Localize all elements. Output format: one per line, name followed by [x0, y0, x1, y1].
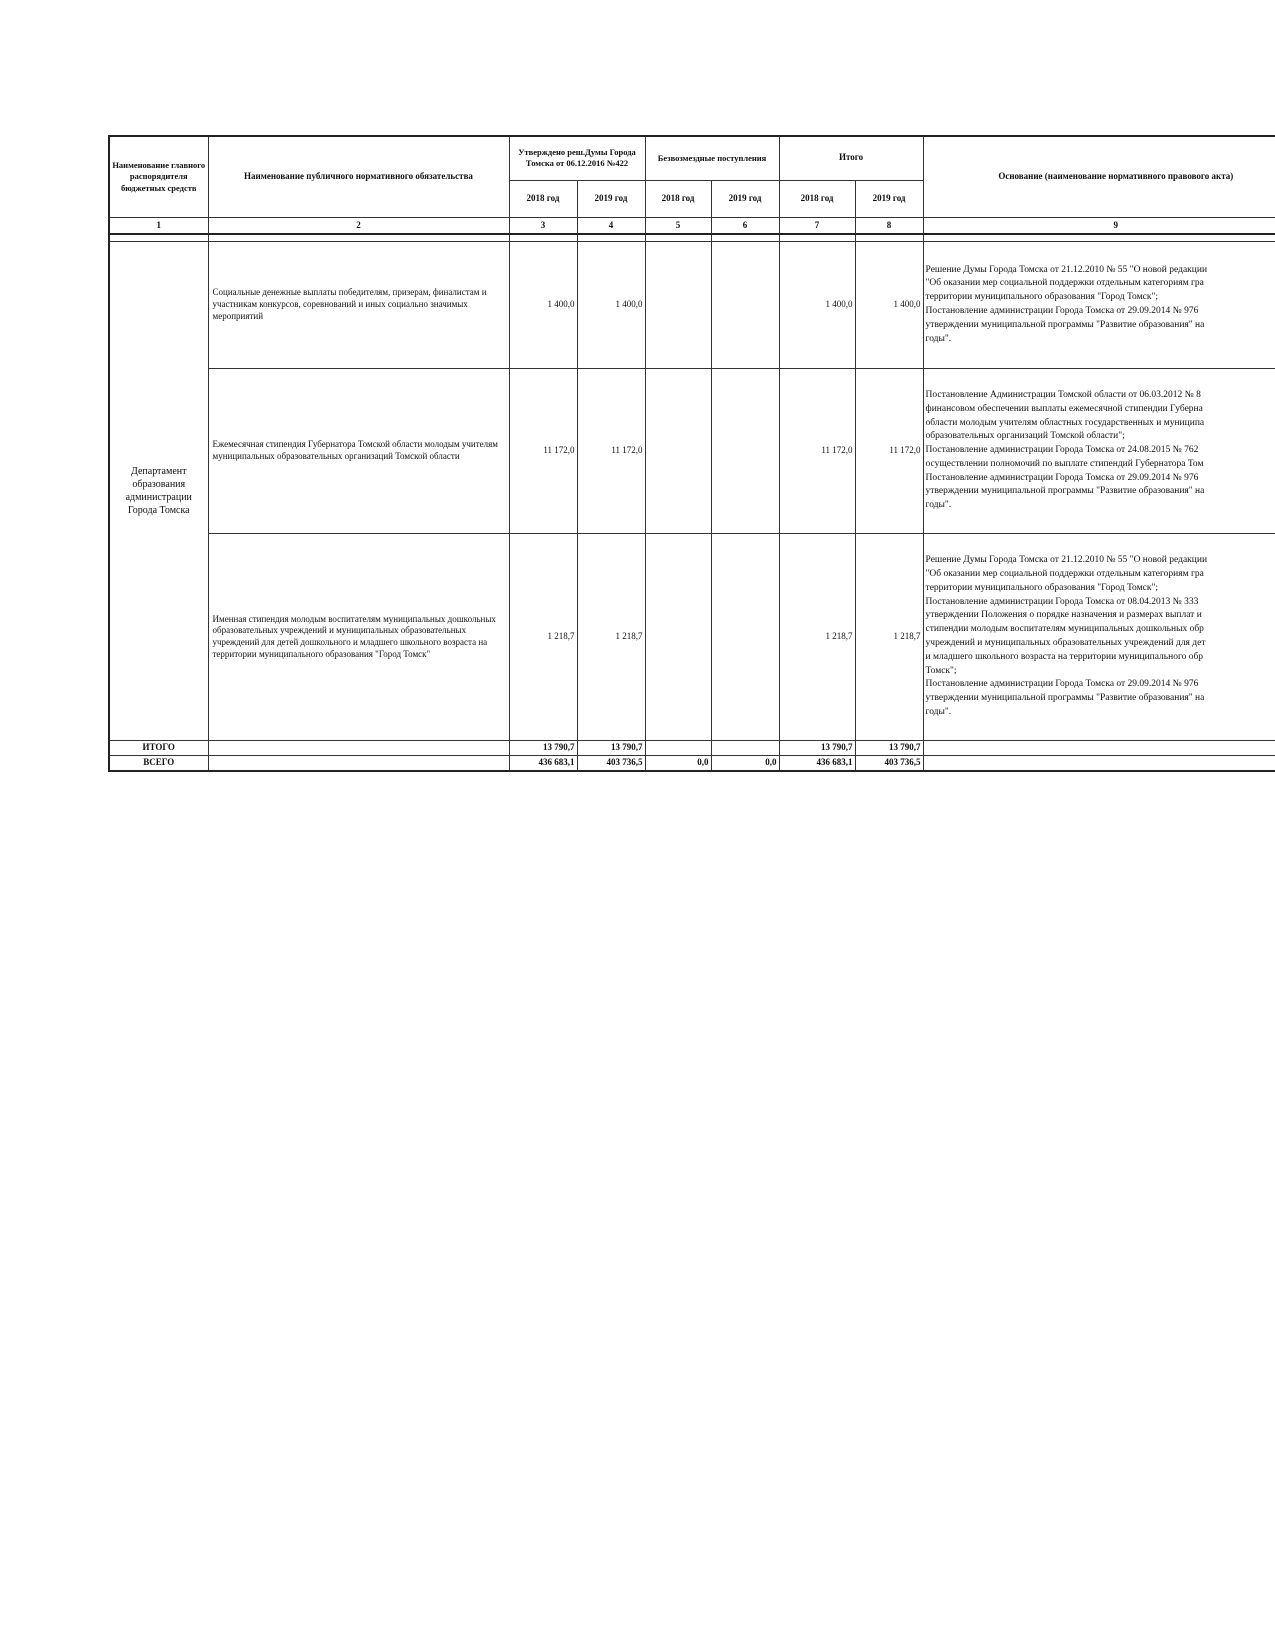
vsego-basis: [923, 756, 1275, 772]
col-number-9: 9: [923, 218, 1275, 235]
basis-line: годы".: [925, 500, 952, 511]
col-number-4: 4: [577, 218, 645, 235]
obligation-name: Ежемесячная стипендия Губернатора Томской области молодым учителям муниципальных образовательных организаций Томской области: [208, 369, 509, 534]
vsego-gratuitous-2018: 0,0: [645, 756, 711, 772]
basis-line: годы".: [925, 333, 952, 344]
header-approved: Утверждено реш.Думы Города Томска от 06.12.2016 №422: [509, 136, 645, 180]
approved-2018: 1 400,0: [509, 242, 577, 369]
itogo-empty: [208, 741, 509, 756]
basis-line: Постановление администрации Города Томска от 24.08.2015 № 762: [925, 445, 1199, 456]
col-number-5: 5: [645, 218, 711, 235]
approved-2019: 11 172,0: [577, 369, 645, 534]
vsego-total-2019: 403 736,5: [855, 756, 923, 772]
basis-cell: [923, 534, 1275, 741]
header-total-2018: 2018 год: [779, 180, 855, 217]
basis-line: территории муниципального образования "Город Томск";: [925, 292, 1158, 303]
header-gratuitous: Безвозмездные поступления: [645, 136, 779, 180]
total-2018: 1 400,0: [779, 242, 855, 369]
itogo-basis: [923, 741, 1275, 756]
basis-line: области молодым учителям областных государственных и муниципа: [925, 417, 1205, 428]
approved-2018: 11 172,0: [509, 369, 577, 534]
vsego-approved-2018: 436 683,1: [509, 756, 577, 772]
basis-line: утверждении Положения о порядке назначения и размерах выплат и: [925, 610, 1202, 621]
col-number-2: 2: [208, 218, 509, 235]
vsego-empty: [208, 756, 509, 772]
vsego-row: [109, 756, 1275, 772]
approved-2019: 1 218,7: [577, 534, 645, 741]
obligation-name: Именная стипендия молодым воспитателям муниципальных дошкольных образовательных учреждений и муниципальных образовательных учреждений для детей дошкольного и младшего школьного возраста на территории муниципального образования "Город Томск": [208, 534, 509, 741]
approved-2019: 1 400,0: [577, 242, 645, 369]
vsego-label: ВСЕГО: [109, 756, 208, 772]
basis-line: Постановление администрации Города Томска от 29.09.2014 № 976: [925, 679, 1199, 690]
col-number-3: 3: [509, 218, 577, 235]
header-approved-2019: 2019 год: [577, 180, 645, 217]
header-total: Итого: [779, 136, 923, 180]
itogo-gratuitous-2018: [645, 741, 711, 756]
total-2019: 11 172,0: [855, 369, 923, 534]
gratuitous-2018: [645, 242, 711, 369]
basis-line: Постановление администрации Города Томска от 08.04.2013 № 333: [925, 596, 1199, 607]
basis-line: Постановление администрации Города Томска от 29.09.2014 № 976: [925, 472, 1199, 483]
basis-line: утверждении муниципальной программы "Развитие образования" на: [925, 693, 1205, 704]
col-number-1: 1: [109, 218, 208, 235]
header-approved-2018: 2018 год: [509, 180, 577, 217]
basis-line: Томск";: [925, 665, 957, 676]
itogo-row: [109, 741, 1275, 756]
basis-cell: [923, 369, 1275, 534]
itogo-total-2018: 13 790,7: [779, 741, 855, 756]
gratuitous-2018: [645, 534, 711, 741]
basis-line: Решение Думы Города Томска от 21.12.2010 № 55 "О новой редакции: [925, 555, 1208, 566]
col-number-8: 8: [855, 218, 923, 235]
header-total-2019: 2019 год: [855, 180, 923, 217]
basis-line: Постановление администрации Города Томска от 29.09.2014 № 976: [925, 306, 1199, 316]
basis-line: "Об оказании мер социальной поддержки отдельным категориям гра: [925, 278, 1204, 289]
table-row: [109, 242, 1275, 369]
header-obligation: Наименование публичного нормативного обязательства: [208, 136, 509, 218]
col-number-6: 6: [711, 218, 779, 235]
table-row: [109, 369, 1275, 534]
itogo-gratuitous-2019: [711, 741, 779, 756]
header-distributor: Наименование главного распорядителя бюджетных средств: [109, 136, 208, 218]
basis-line: финансовом обеспечении выплаты ежемесячной стипендии Губерна: [925, 403, 1203, 414]
approved-2018: 1 218,7: [509, 534, 577, 741]
total-2019: 1 400,0: [855, 242, 923, 369]
basis-line: "Об оказании мер социальной поддержки отдельным категориям гра: [925, 569, 1204, 580]
vsego-total-2018: 436 683,1: [779, 756, 855, 772]
basis-cell: [923, 242, 1275, 369]
table-wrapper: [108, 135, 1275, 772]
total-2018: 11 172,0: [779, 369, 855, 534]
basis-line: и младшего школьного возраста на территории муниципального обр: [925, 651, 1204, 662]
basis-line: годы".: [925, 706, 952, 717]
basis-line: Решение Думы Города Томска от 21.12.2010 № 55 "О новой редакции: [925, 264, 1208, 275]
table-row: [109, 534, 1275, 741]
total-2019: 1 218,7: [855, 534, 923, 741]
col-number-7: 7: [779, 218, 855, 235]
itogo-approved-2018: 13 790,7: [509, 741, 577, 756]
basis-line: учреждений и муниципальных образовательных учреждений для дет: [925, 638, 1206, 648]
vsego-approved-2019: 403 736,5: [577, 756, 645, 772]
header-gratuitous-2019: 2019 год: [711, 180, 779, 217]
obligation-name: Социальные денежные выплаты победителям, призерам, финалистам и участникам конкурсов, соревнований и иных социально значимых мероприятий: [208, 242, 509, 369]
itogo-label: ИТОГО: [109, 741, 208, 756]
itogo-approved-2019: 13 790,7: [577, 741, 645, 756]
gratuitous-2019: [711, 369, 779, 534]
basis-line: образовательных организаций Томской области";: [925, 431, 1125, 442]
header-gratuitous-2018: 2018 год: [645, 180, 711, 217]
header-basis: Основание (наименование нормативного правового акта): [923, 136, 1275, 218]
gratuitous-2019: [711, 242, 779, 369]
column-numbers-row: [109, 218, 1275, 235]
basis-line: утверждении муниципальной программы "Развитие образования" на: [925, 486, 1205, 497]
vsego-gratuitous-2019: 0,0: [711, 756, 779, 772]
obligations-table: [108, 135, 1275, 772]
header-row-1: [109, 136, 1275, 180]
gratuitous-2018: [645, 369, 711, 534]
basis-line: Постановление Администрации Томской области от 06.03.2012 № 8: [925, 390, 1201, 401]
itogo-total-2019: 13 790,7: [855, 741, 923, 756]
department-cell: Департамент образования администрации Города Томска: [109, 242, 208, 741]
basis-line: утверждении муниципальной программы "Развитие образования" на: [925, 319, 1205, 330]
total-2018: 1 218,7: [779, 534, 855, 741]
basis-line: стипендии молодым воспитателям муниципальных дошкольных обр: [925, 624, 1204, 635]
gratuitous-2019: [711, 534, 779, 741]
basis-line: территории муниципального образования "Город Томск";: [925, 582, 1158, 593]
spacer-row: [109, 234, 1275, 242]
basis-line: осуществлении полномочий по выплате стипендий Губернатора Том: [925, 458, 1204, 469]
